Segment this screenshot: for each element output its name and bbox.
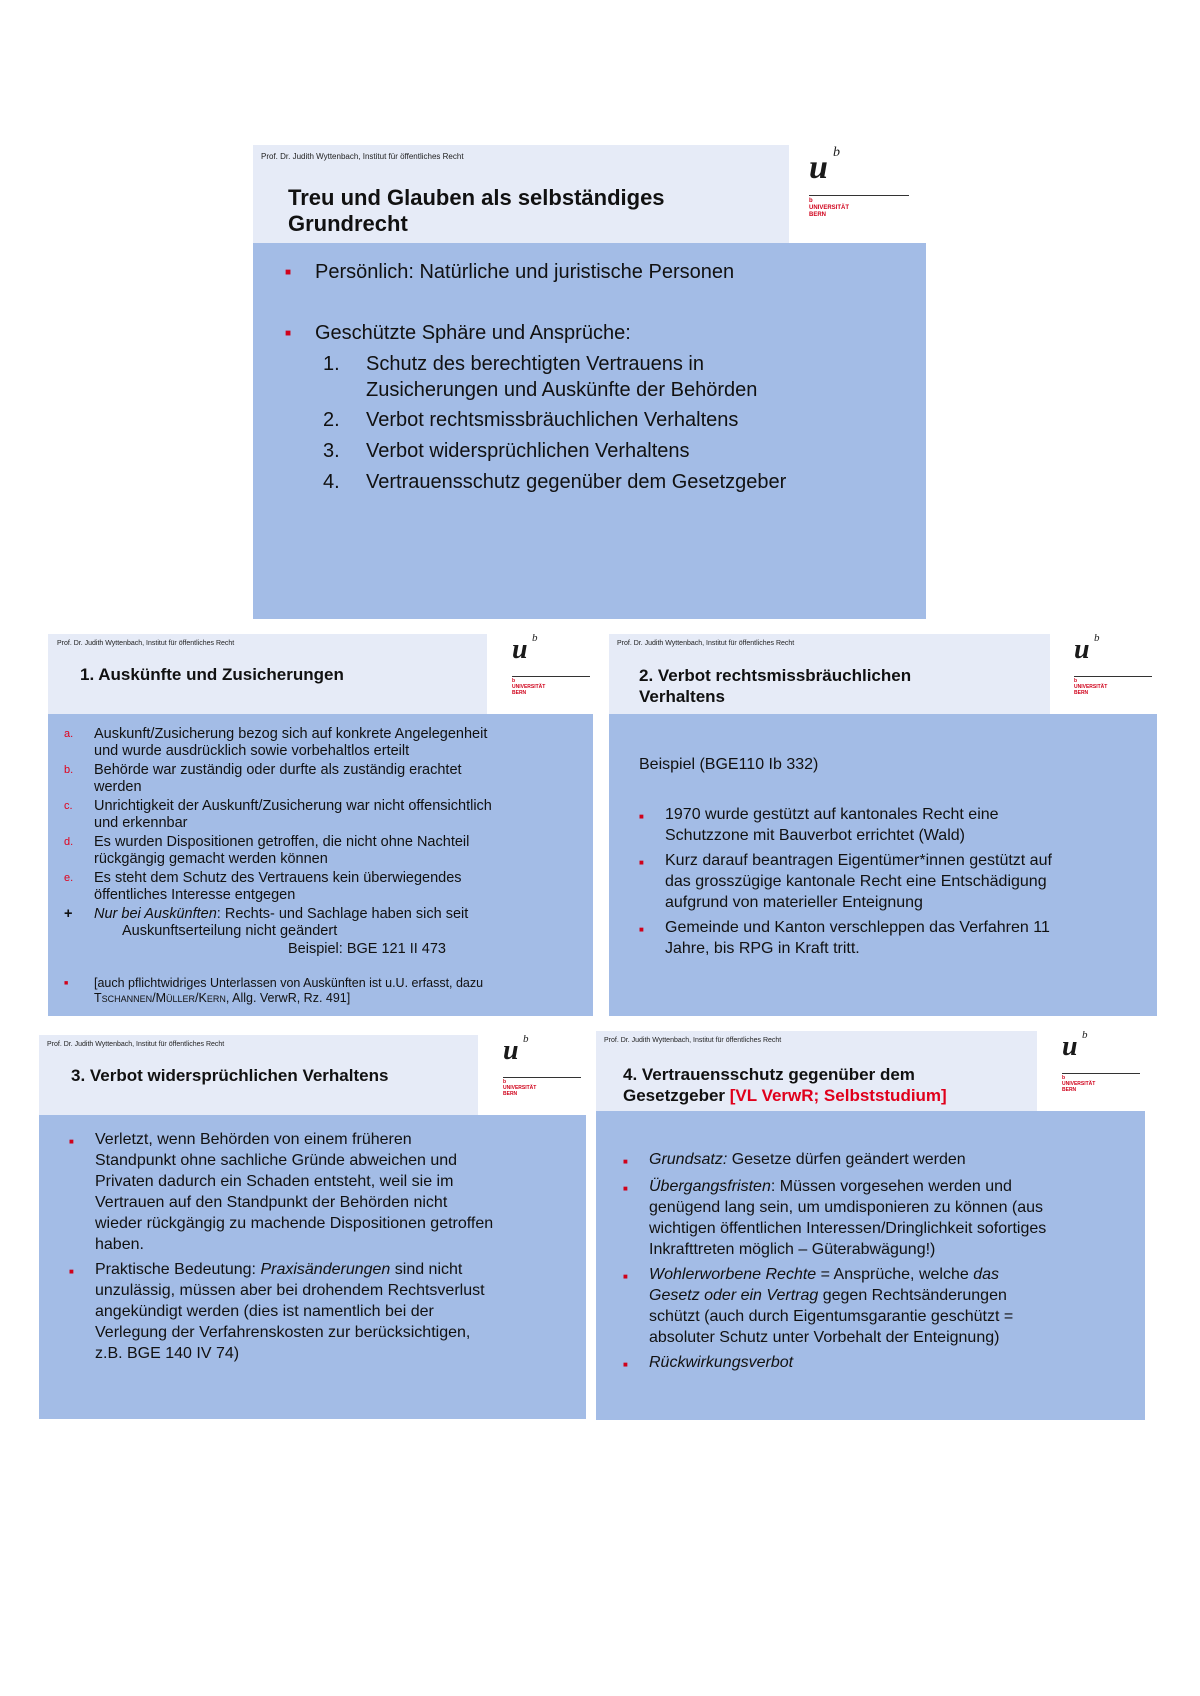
logo-superscript: b xyxy=(1094,632,1100,644)
list-item: ■ Verletzt, wenn Behörden von einem früheren Standpunkt ohne sachliche Gründe abweichen und Privaten dadurch ein Schaden entsteht, weil sie im Vertrauen auf den Standpunkt der Behörden nicht wieder rückgängig zu machende Dispositionen getroffen haben. xyxy=(69,1131,494,1253)
list-item: 4. Vertrauensschutz gegenüber dem Gesetzgeber xyxy=(323,471,787,493)
logo-letter: u xyxy=(512,634,528,665)
logo-letter: u xyxy=(503,1035,519,1066)
logo-superscript: b xyxy=(523,1033,529,1045)
slide-body xyxy=(253,243,926,619)
university-logo xyxy=(789,145,926,243)
bullet-marker: ■ xyxy=(285,267,292,279)
list-item: ■ Wohlerworbene Rechte = Ansprüche, welche das Gesetz oder ein Vertrag gegen Rechtsänderungen schützt (auch durch Eigentumsgarantie geschützt = absoluter Schutz unter Vorbehalt der Enteignung) xyxy=(623,1266,1014,1346)
slide-title: 2. Verbot rechtsmissbräuchlichen Verhaltens xyxy=(639,666,912,706)
logo-rule xyxy=(1074,676,1152,677)
slide-body xyxy=(609,714,1157,1016)
bullet-list xyxy=(623,1149,1046,1375)
bullet-persoenlich: ■ Persönlich: Natürliche und juristische Personen xyxy=(285,261,735,283)
logo-superscript: b xyxy=(1082,1029,1088,1041)
logo-letter: u xyxy=(1062,1031,1078,1062)
bullet-marker: ■ xyxy=(285,328,292,340)
list-item: ■ Praktische Bedeutung: Praxisänderungen sind nicht unzulässig, müssen aber bei drohendem Rechtsverlust angekündigt werden (dies ist namentlich bei der Verlegung der Verfahrenskosten zur berücksichtigen, z.B. BGE 140 IV 74) xyxy=(69,1261,485,1362)
logo-superscript: b xyxy=(532,632,538,644)
author-line: Prof. Dr. Judith Wyttenbach, Institut für öffentliches Recht xyxy=(47,1041,225,1048)
logo-rule xyxy=(1062,1073,1140,1074)
slide-body xyxy=(39,1115,586,1419)
list-item: ■ Übergangsfristen: Müssen vorgesehen werden und genügend lang sein, um umdisponieren zu können (aus wichtigen öffentlichen Interessen/Dringlichkeit sofortiges Inkrafttreten möglich – Güterabwägung!) xyxy=(623,1178,1047,1258)
list-item: 1. Schutz des berechtigten Vertrauens in Zusicherungen und Auskünfte der Behörden xyxy=(323,353,758,401)
logo-superscript: b xyxy=(833,145,840,160)
list-item: ■ Kurz darauf beantragen Eigentümer*innen gestützt auf das grosszügige kantonale Recht eine Entschädigung aufgrund von materieller Enteignung xyxy=(639,852,1052,911)
logo-text: b UNIVERSITÄT BERN xyxy=(809,198,850,218)
list-item: b. Behörde war zuständig oder durfte als zuständig erachtet werden xyxy=(64,762,462,795)
author-line: Prof. Dr. Judith Wyttenbach, Institut für öffentliches Recht xyxy=(57,640,235,647)
university-logo xyxy=(487,634,593,714)
list-item: c. Unrichtigkeit der Auskunft/Zusicherung war nicht offensichtlich und erkennbar xyxy=(64,798,492,831)
numbered-list xyxy=(323,351,786,495)
logo-text: b UNIVERSITÄT BERN xyxy=(503,1079,537,1097)
university-logo xyxy=(478,1035,586,1115)
slide-body xyxy=(48,714,593,1016)
list-item: d. Es wurden Dispositionen getroffen, die nicht ohne Nachteil rückgängig gemacht werden können xyxy=(64,834,470,867)
bullet-sphaere: ■ Geschützte Sphäre und Ansprüche: xyxy=(285,322,631,344)
list-item: e. Es steht dem Schutz des Vertrauens kein überwiegendes öffentliches Interesse entgegen xyxy=(64,870,462,903)
author-line: Prof. Dr. Judith Wyttenbach, Institut für öffentliches Recht xyxy=(261,152,464,161)
note: ■ [auch pflichtwidriges Unterlassen von Auskünften ist u.U. erfasst, dazu Tschannen/Müller/Kern, Allg. VerwR, Rz. 491] xyxy=(64,976,484,1005)
logo-rule xyxy=(512,676,590,677)
list-item: a. Auskunft/Zusicherung bezog sich auf konkrete Angelegenheit und wurde ausdrücklich sowie vorbehaltlos erteilt xyxy=(64,726,488,759)
list-item: ■ Gemeinde und Kanton verschleppen das Verfahren 11 Jahre, bis RPG in Kraft tritt. xyxy=(639,919,1050,957)
university-logo xyxy=(1050,634,1157,714)
list-item: + Nur bei Auskünften: Rechts- und Sachlage haben sich seit Auskunftserteilung nicht geändert xyxy=(64,906,469,939)
author-line: Prof. Dr. Judith Wyttenbach, Institut für öffentliches Recht xyxy=(617,640,795,647)
logo-text: b UNIVERSITÄT BERN xyxy=(1074,678,1108,696)
author-line: Prof. Dr. Judith Wyttenbach, Institut für öffentliches Recht xyxy=(604,1037,782,1044)
slide-title: 3. Verbot widersprüchlichen Verhaltens xyxy=(71,1066,389,1085)
criteria-list xyxy=(64,726,589,958)
slide-body xyxy=(596,1111,1145,1420)
slide-widerspruch xyxy=(39,1035,586,1419)
slide-rechtsmissbrauch xyxy=(609,634,1157,1016)
example: Beispiel: BGE 121 II 473 xyxy=(288,941,446,957)
logo-rule xyxy=(809,195,909,196)
list-item: 3. Verbot widersprüchlichen Verhaltens xyxy=(323,440,690,462)
list-item: 2. Verbot rechtsmissbräuchlichen Verhaltens xyxy=(323,409,739,431)
slide-auskuenfte xyxy=(48,634,593,1016)
university-logo xyxy=(1037,1031,1145,1111)
list-item: ■ Grundsatz: Gesetze dürfen geändert werden xyxy=(623,1151,966,1168)
example-heading: Beispiel (BGE110 Ib 332) xyxy=(639,756,819,773)
slide-gesetzgeber xyxy=(596,1031,1145,1420)
logo-rule xyxy=(503,1077,581,1078)
logo-letter: u xyxy=(1074,634,1090,665)
logo-text: b UNIVERSITÄT BERN xyxy=(512,678,546,696)
logo-text: b UNIVERSITÄT BERN xyxy=(1062,1075,1096,1093)
list-item: ■ Rückwirkungsverbot xyxy=(623,1354,794,1371)
slide-main xyxy=(253,145,926,619)
logo-letter: u xyxy=(809,149,828,186)
bullet-list xyxy=(639,804,1052,959)
slide-title: Treu und Glauben als selbständiges Grundrecht xyxy=(288,185,665,236)
slide-title: 1. Auskünfte und Zusicherungen xyxy=(80,665,344,684)
slide-title: 4. Vertrauensschutz gegenüber dem Gesetzgeber [VL VerwR; Selbststudium] xyxy=(623,1065,947,1105)
list-item: ■ 1970 wurde gestützt auf kantonales Recht eine Schutzzone mit Bauverbot errichtet (Wald) xyxy=(639,806,999,844)
bullet-list xyxy=(69,1129,493,1364)
